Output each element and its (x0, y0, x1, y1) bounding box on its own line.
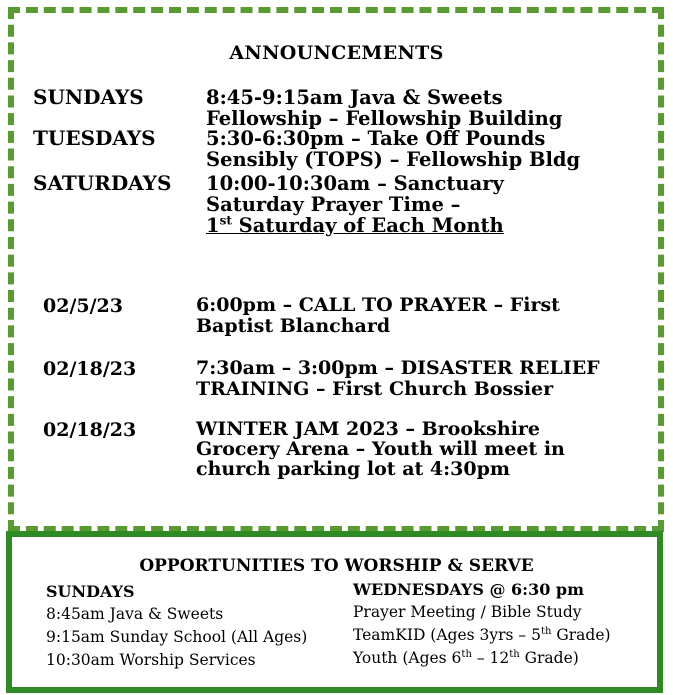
event-line: Grocery Arena – Youth will meet in (196, 438, 565, 460)
event-date: 02/18/23 (43, 358, 137, 380)
schedule-day-tuesdays: TUESDAYS (33, 126, 156, 150)
schedule-line: 5:30-6:30pm – Take Off Pounds (206, 127, 546, 150)
event-line: TRAINING – First Church Bossier (196, 378, 554, 400)
schedule-line: Saturday Prayer Time – (206, 193, 461, 216)
schedule-line: 8:45-9:15am Java & Sweets (206, 86, 503, 109)
schedule-day-sundays: SUNDAYS (33, 85, 144, 109)
list-item: TeamKID (Ages 3yrs – 5th Grade) (353, 625, 611, 644)
opportunities-title: OPPORTUNITIES TO WORSHIP & SERVE (139, 556, 534, 576)
event-date: 02/18/23 (43, 419, 137, 441)
list-item: 8:45am Java & Sweets (46, 605, 224, 623)
list-item: 9:15am Sunday School (All Ages) (46, 628, 308, 646)
announcements-title: ANNOUNCEMENTS (229, 42, 444, 64)
event-line: church parking lot at 4:30pm (196, 458, 510, 480)
event-line: 7:30am – 3:00pm – DISASTER RELIEF (196, 357, 600, 379)
sundays-heading: SUNDAYS (46, 582, 135, 601)
event-line: Baptist Blanchard (196, 315, 391, 337)
schedule-line: Sensibly (TOPS) – Fellowship Bldg (206, 148, 581, 171)
list-item: Youth (Ages 6th – 12th Grade) (353, 648, 579, 667)
schedule-line: Fellowship – Fellowship Building (206, 107, 563, 130)
event-date: 02/5/23 (43, 295, 123, 317)
wednesdays-heading: WEDNESDAYS @ 6:30 pm (353, 580, 585, 599)
schedule-day-saturdays: SATURDAYS (33, 171, 172, 195)
list-item: 10:30am Worship Services (46, 651, 256, 669)
schedule-line: 10:00-10:30am – Sanctuary (206, 172, 504, 195)
list-item: Prayer Meeting / Bible Study (353, 603, 582, 621)
schedule-note: 1st Saturday of Each Month (206, 213, 504, 237)
event-line: WINTER JAM 2023 – Brookshire (196, 418, 541, 440)
event-line: 6:00pm – CALL TO PRAYER – First (196, 294, 560, 316)
